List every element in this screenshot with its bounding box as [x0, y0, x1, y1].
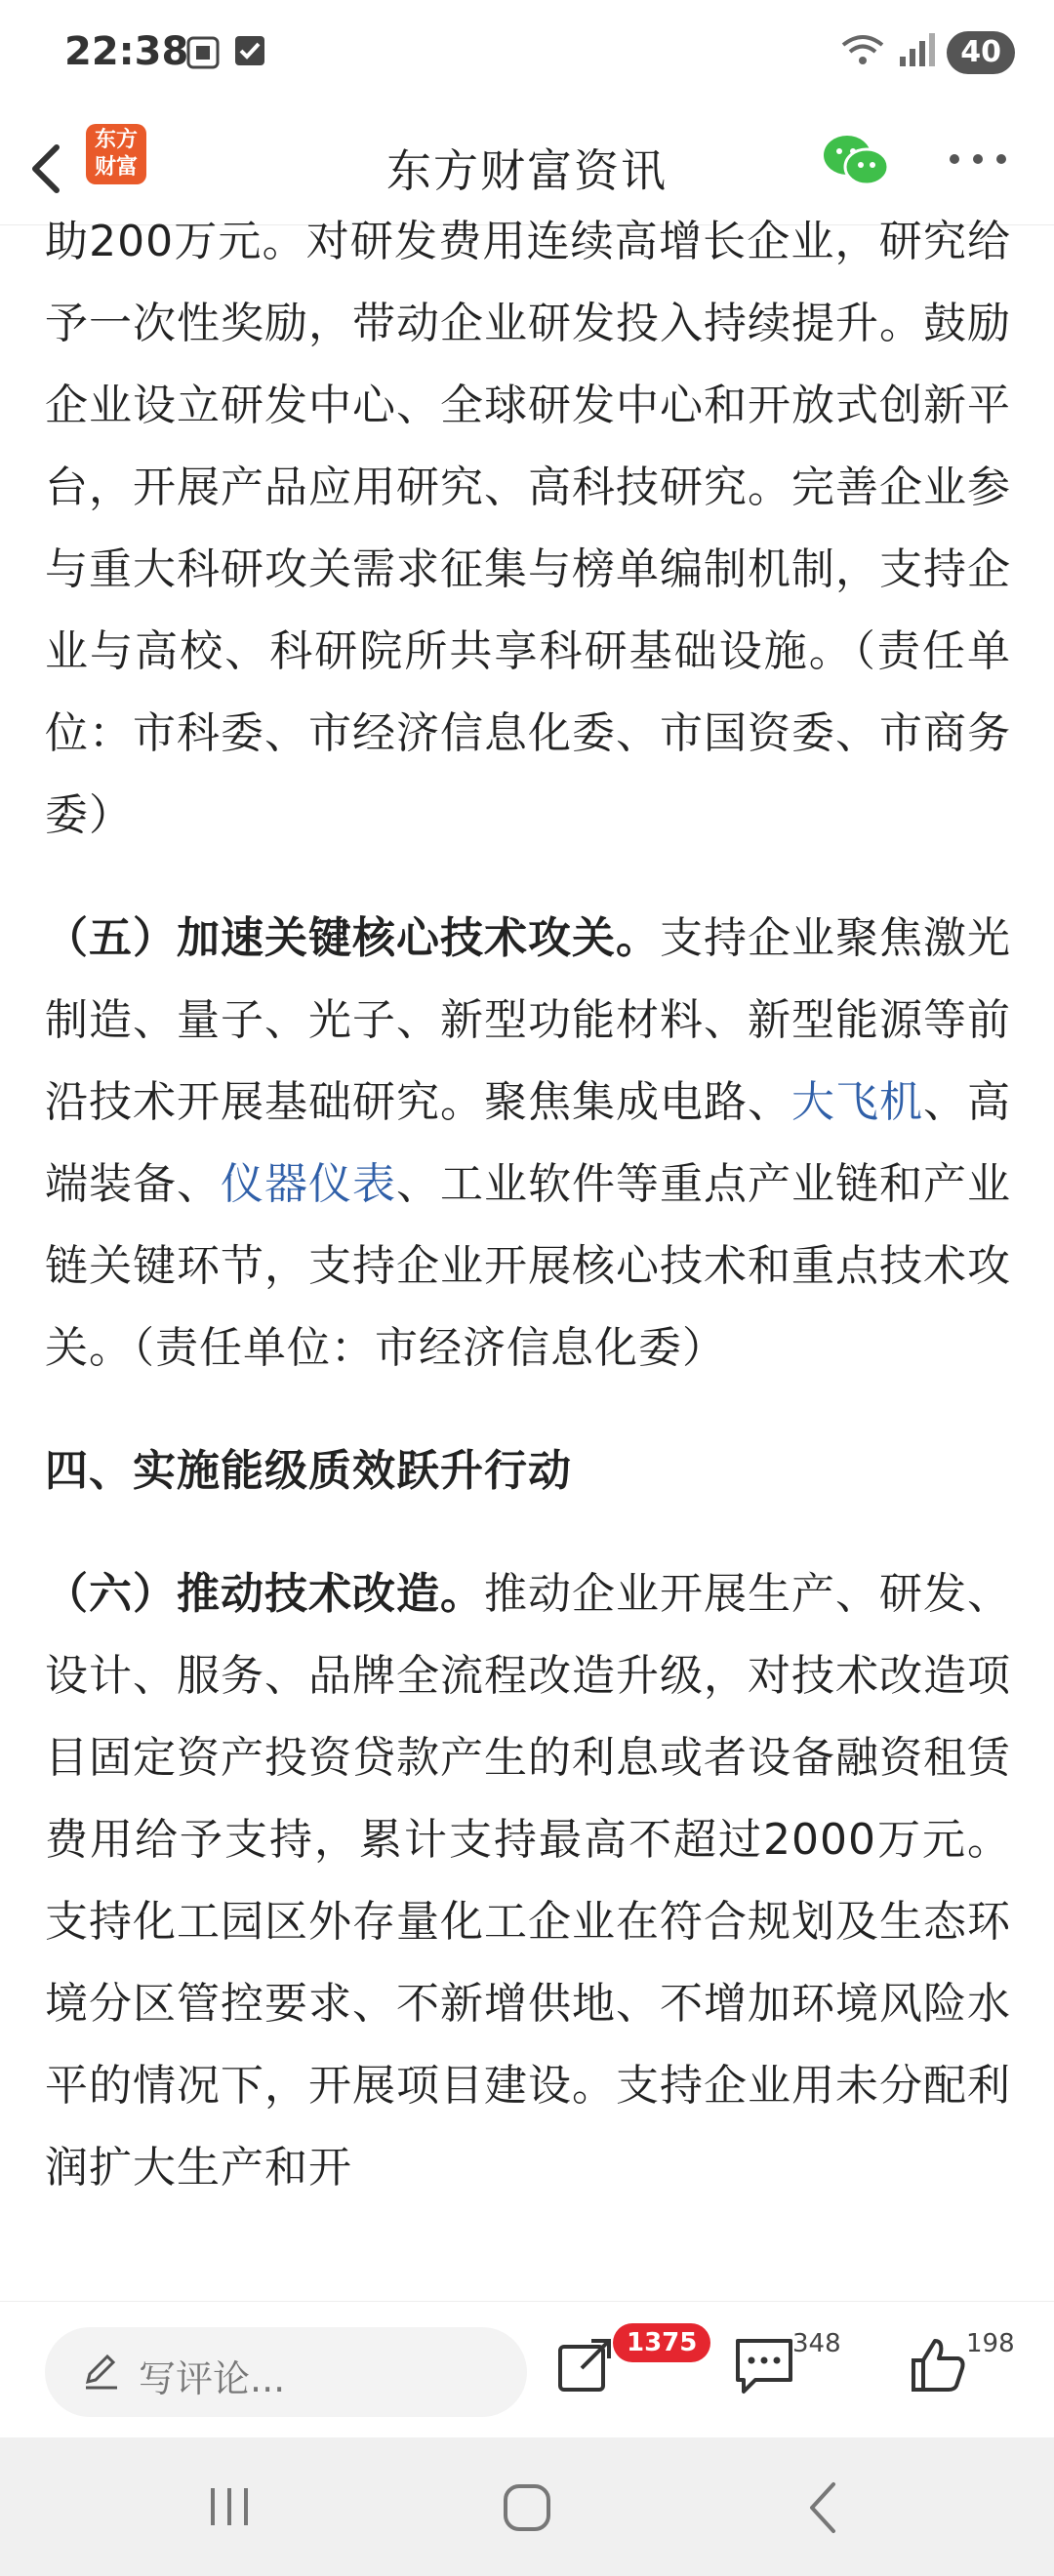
wechat-share-icon[interactable]	[822, 132, 890, 190]
screenshot-icon	[185, 35, 221, 74]
paragraph-text: 推动企业开展生产、研发、设计、服务、品牌全流程改造升级，对技术改造项目固定资产投资贷款产生的利息或者设备融资租赁费用给予支持，累计支持最高不超过2000万元。支持化工园区外存量化工企业在符合规划及生态环境分区管控要求、不新增供地、不增加环境风险水平的情况下，开展项目建设。支持企业用未分配利润扩大生产和开	[45, 1569, 1011, 2193]
nav-back-icon[interactable]	[802, 2480, 841, 2539]
share-button[interactable]	[552, 2331, 621, 2399]
share-count-badge: 1375	[613, 2323, 710, 2362]
stock-link-instruments[interactable]: 仪器仪表	[221, 1159, 396, 1209]
status-bar	[0, 0, 1054, 112]
paragraph-five	[45, 898, 1011, 1389]
section-heading: 四、实施能级质效跃升行动	[45, 1446, 572, 1496]
paragraph-text: 、工业软件等重点产业链和产业链关键环节，支持企业开展核心技术和重点技术攻关。（责任单位：市经济信息化委）	[45, 1159, 1011, 1373]
more-options-icon[interactable]	[947, 149, 1009, 169]
system-nav-bar	[0, 2437, 1054, 2576]
paragraph-heading: （六）推动技术改造。	[45, 1569, 484, 1619]
article-body	[45, 201, 1011, 2299]
pen-icon	[80, 2349, 123, 2392]
bottom-action-bar	[0, 2301, 1054, 2438]
like-button[interactable]	[904, 2331, 972, 2399]
paragraph-heading: （五）加速关键核心技术攻关。	[45, 913, 660, 963]
paragraph-six	[45, 1553, 1011, 2209]
paragraph: 助200万元。对研发费用连续高增长企业，研究给予一次性奖励，带动企业研发投入持续提升。鼓励企业设立研发中心、全球研发中心和开放式创新平台，开展产品应用研究、高科技研究。完善企业参与重大科研攻关需求征集与榜单编制机制，支持企业与高校、科研院所共享科研基础设施。（责任单位：市科委、市经济信息化委、市国资委、市商务委）	[45, 217, 1011, 840]
comment-placeholder: 写评论...	[139, 2357, 286, 2400]
logo-text-bottom: 财富	[94, 155, 138, 180]
page-title: 东方财富资讯	[386, 144, 668, 197]
wifi-icon	[841, 33, 884, 72]
signal-icon	[896, 33, 935, 72]
recent-apps-icon[interactable]	[205, 2484, 254, 2533]
comment-input[interactable]	[45, 2327, 527, 2417]
battery-indicator: 40	[947, 31, 1015, 74]
comments-button[interactable]	[730, 2331, 798, 2399]
paragraph-text: 支持企业聚焦激光制造、量子、光子、新型功能材料、新型能源等前沿技术开展基础研究。聚焦集成电路、	[45, 913, 1011, 1127]
logo-text-top: 东方	[94, 128, 138, 152]
comment-count: 348	[792, 2329, 841, 2358]
status-time: 22:38	[64, 29, 189, 74]
paragraph-text: 、高端装备、	[45, 1077, 1011, 1209]
like-count: 198	[966, 2329, 1015, 2358]
check-icon	[234, 35, 265, 70]
home-icon[interactable]	[502, 2482, 552, 2537]
stock-link-airplane[interactable]: 大飞机	[791, 1077, 923, 1127]
